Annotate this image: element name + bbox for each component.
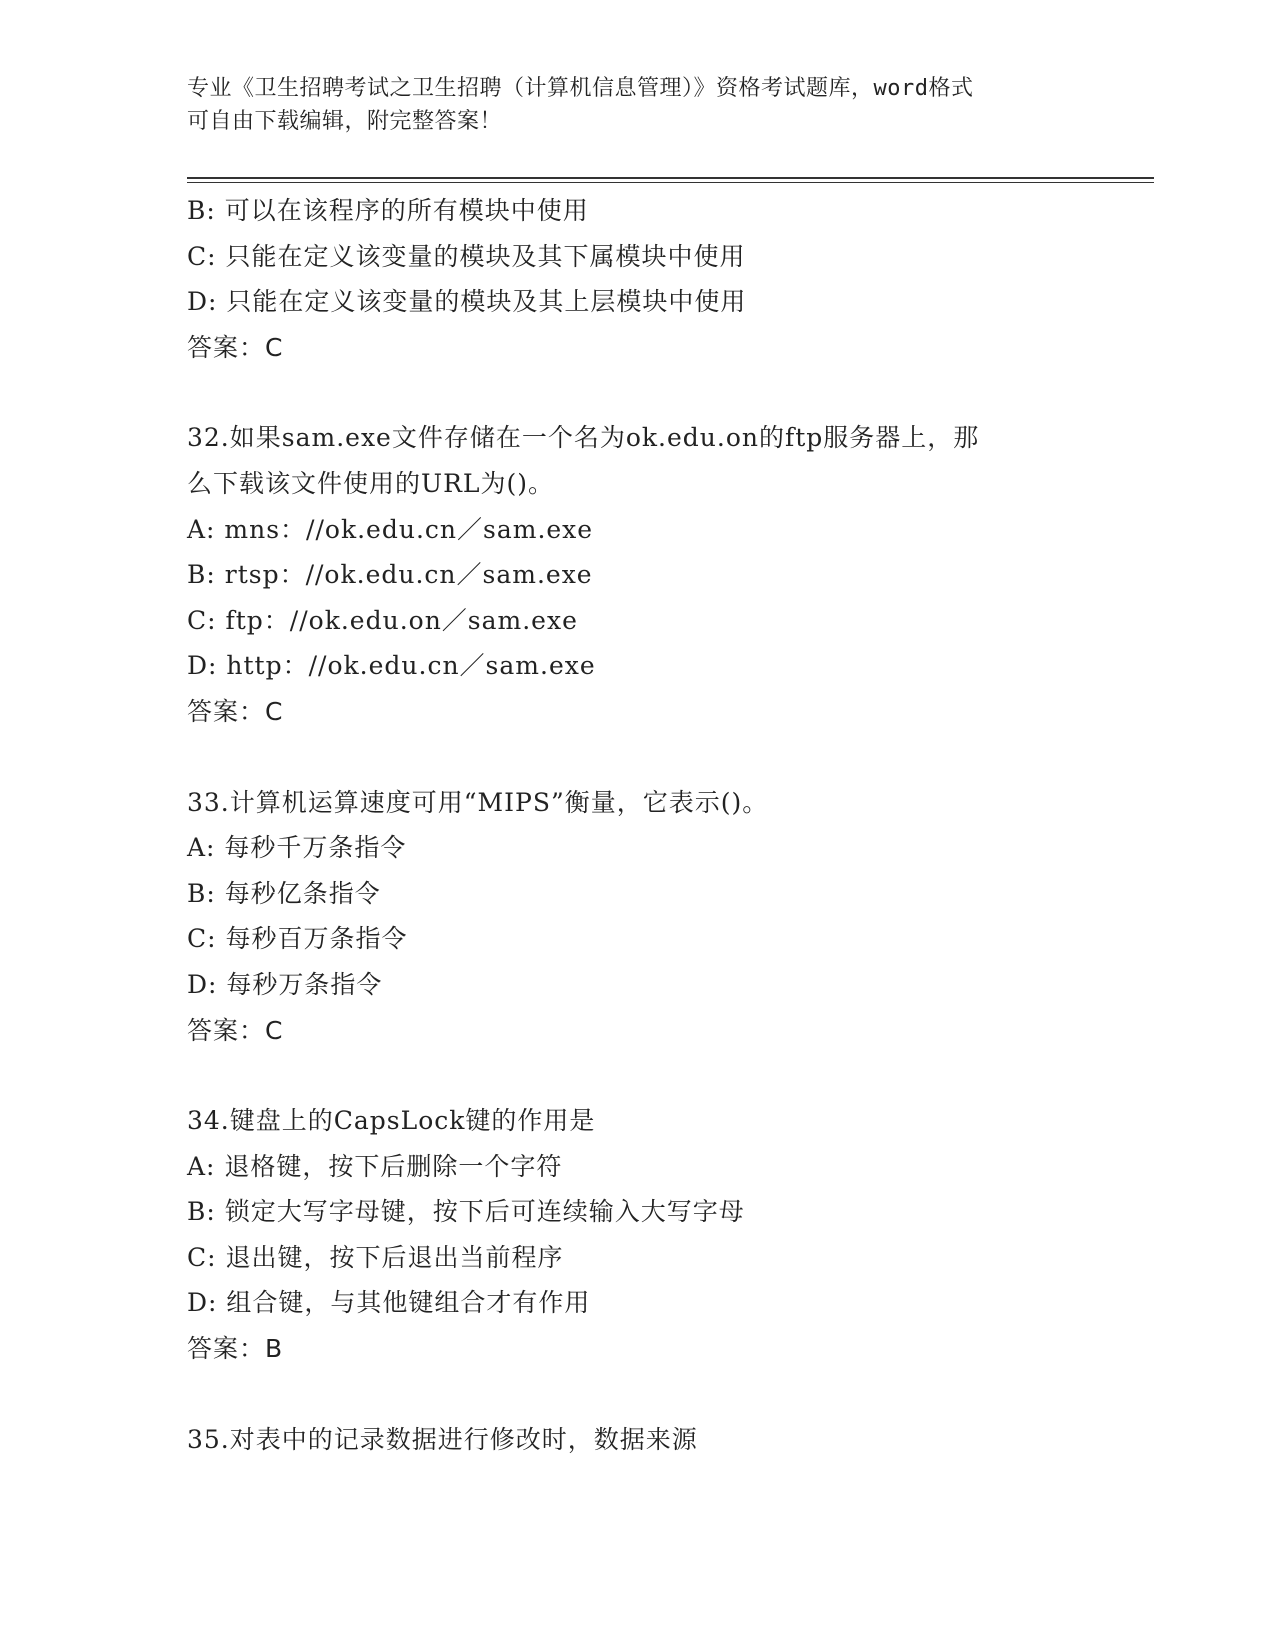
option-b: B: 可以在该程序的所有模块中使用 xyxy=(187,196,589,225)
spacer xyxy=(187,735,1117,780)
document-body xyxy=(187,188,1117,1462)
question-stem: 34.键盘上的CapsLock键的作用是 xyxy=(187,1106,596,1136)
header-divider xyxy=(187,177,1154,183)
question-33 xyxy=(187,780,1117,1054)
question-34 xyxy=(187,1098,1117,1372)
answer-line: 答案：C xyxy=(187,332,284,362)
option-b: B: 锁定大写字母键，按下后可连续输入大写字母 xyxy=(187,1197,745,1227)
option-a: A: mns：//ok.edu.cn／sam.exe xyxy=(187,514,594,544)
option-c: C: 退出键，按下后退出当前程序 xyxy=(187,1242,564,1272)
spacer xyxy=(187,370,1117,415)
spacer xyxy=(187,1372,1117,1417)
option-c: C: ftp：//ok.edu.on／sam.exe xyxy=(187,605,578,635)
spacer xyxy=(187,1053,1117,1098)
question-35 xyxy=(187,1417,1117,1463)
question-32 xyxy=(187,415,1117,734)
document-header xyxy=(187,72,1087,138)
question-stem: 32.如果sam.exe文件存储在一个名为ok.edu.on的ftp服务器上，那 xyxy=(187,423,980,453)
header-line-1: 专业《卫生招聘考试之卫生招聘（计算机信息管理）》资格考试题库，word格式 xyxy=(187,76,974,101)
option-b: B: 每秒亿条指令 xyxy=(187,878,381,908)
question-stem: 33.计算机运算速度可用“MIPS”衡量，它表示()。 xyxy=(187,787,769,817)
option-c: C: 每秒百万条指令 xyxy=(187,924,408,954)
answer-line: 答案：C xyxy=(187,1015,284,1045)
option-d: D: 每秒万条指令 xyxy=(187,969,383,999)
option-d: D: 只能在定义该变量的模块及其上层模块中使用 xyxy=(187,287,747,317)
option-d: D: http：//ok.edu.cn／sam.exe xyxy=(187,651,596,681)
option-a: A: 退格键，按下后删除一个字符 xyxy=(187,1151,563,1181)
answer-line: 答案：B xyxy=(187,1334,284,1364)
question-stem-continued: 么下载该文件使用的URL为()。 xyxy=(187,468,555,498)
option-c: C: 只能在定义该变量的模块及其下属模块中使用 xyxy=(187,241,746,271)
option-d: D: 组合键，与其他键组合才有作用 xyxy=(187,1288,591,1318)
question-fragment xyxy=(187,188,1117,370)
option-a: A: 每秒千万条指令 xyxy=(187,833,407,863)
answer-line: 答案：C xyxy=(187,696,284,726)
option-b: B: rtsp：//ok.edu.cn／sam.exe xyxy=(187,560,593,590)
header-line-2: 可自由下载编辑，附完整答案！ xyxy=(187,109,503,134)
question-stem: 35.对表中的记录数据进行修改时，数据来源 xyxy=(187,1424,698,1454)
